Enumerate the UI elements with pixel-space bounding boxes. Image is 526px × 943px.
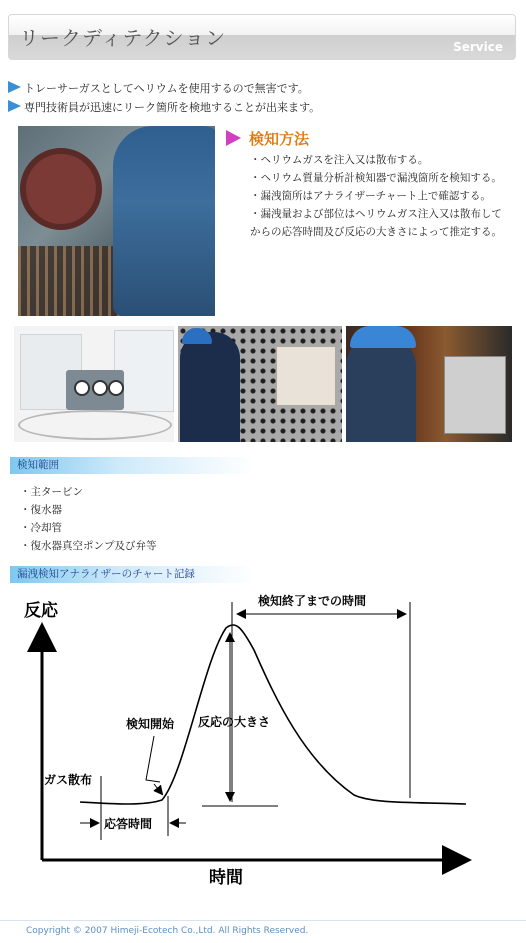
photo-technician-panel (178, 326, 342, 442)
response-time-label: 応答時間 (104, 817, 153, 831)
arrow-icon (8, 81, 21, 93)
footer-divider (0, 920, 526, 921)
method-item: ・ヘリウムガスを注入又は散布する。 (250, 154, 429, 166)
method-list (250, 151, 512, 241)
arrow-icon (8, 100, 21, 112)
range-item: ・主タービン (20, 486, 83, 498)
page-header (8, 14, 516, 60)
range-item: ・復水器真空ポンプ及び弁等 (20, 540, 157, 552)
page-title: リークディテクション (19, 26, 227, 50)
leak-analyzer-chart (14, 590, 484, 900)
triangle-icon (226, 130, 241, 146)
range-item: ・冷却管 (20, 522, 62, 534)
end-label: 検知終了までの時間 (258, 594, 367, 608)
photo-technician-analyzer (346, 326, 512, 442)
range-item: ・復水器 (20, 504, 62, 516)
copyright-text: Copyright © 2007 Himeji-Ecotech Co.,Ltd. All Rights Reserved. (26, 926, 309, 936)
range-list (20, 483, 157, 555)
x-axis-label: 時間 (209, 868, 243, 888)
start-arrow (154, 784, 162, 794)
response-curve (80, 625, 466, 804)
start-pointer (146, 736, 160, 782)
intro-bullet-1: トレーサーガスとしてヘリウムを使用するので無害です。 (8, 80, 309, 96)
method-item: ・漏洩箇所はアナライザーチャート上で確認する。 (250, 190, 491, 202)
method-item: ・ヘリウム質量分析計検知器で漏洩箇所を検知する。 (250, 172, 502, 184)
photo-leak-detector-kit (14, 326, 174, 442)
method-item: ・漏洩量および部位はヘリウムガス注入又は散布してからの応答時間及び反応の大きさによって推定する。 (250, 208, 502, 238)
photo-technician-grating (18, 126, 215, 316)
service-label: Service (453, 40, 503, 54)
start-label: 検知開始 (126, 717, 175, 731)
range-heading: 検知範囲 (10, 457, 255, 474)
intro-bullet-2: 専門技術員が迅速にリーク箇所を検地することが出来ます。 (8, 99, 320, 115)
y-axis-label: 反応 (24, 601, 58, 621)
method-heading: 検知方法 (226, 128, 309, 149)
chart-section-heading: 漏洩検知アナライザーのチャート記録 (10, 566, 255, 583)
gas-label: ガス散布 (44, 773, 93, 787)
magnitude-label: 反応の大きさ (198, 715, 271, 729)
